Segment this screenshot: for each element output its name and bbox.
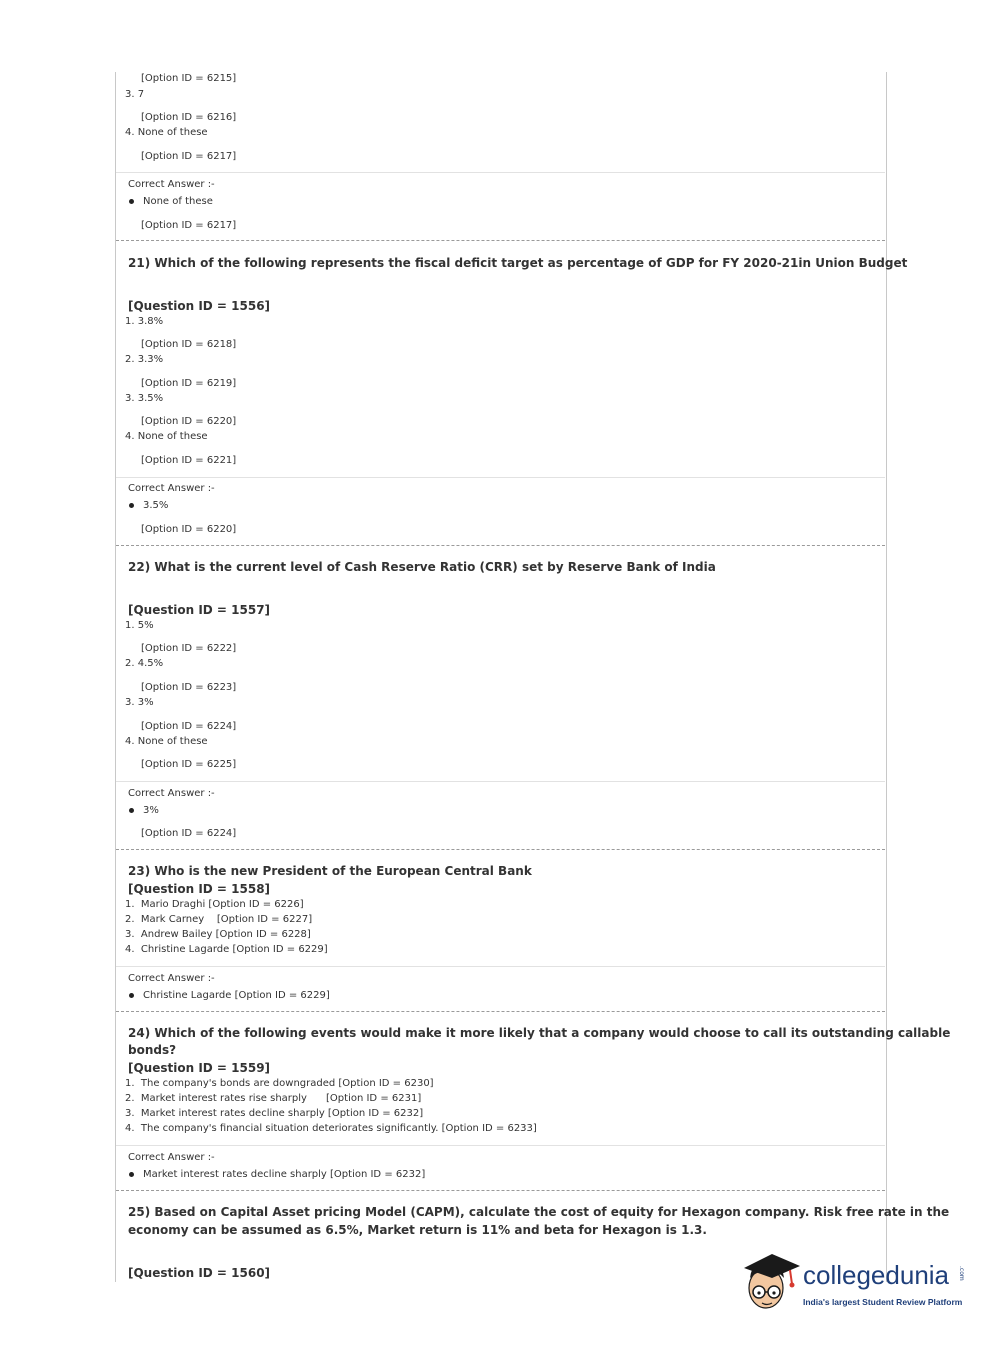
question-separator <box>116 849 885 850</box>
correct-answer-value: 3% <box>128 805 159 816</box>
option-3: 3. Market interest rates decline sharply [Option ID = 6232] <box>125 1108 424 1119</box>
option-1: 1. Mario Draghi [Option ID = 6226] <box>125 899 304 910</box>
correct-answer-label: Correct Answer :- <box>128 788 215 799</box>
question-title-line-2: bonds? <box>128 1043 177 1057</box>
question-id: [Question ID = 1560] <box>128 1266 271 1280</box>
option-2: 2. Market interest rates rise sharply [Option ID = 6231] <box>125 1093 422 1104</box>
question-title: 23) Who is the new President of the European Central Bank <box>128 864 532 878</box>
question-title: 22) What is the current level of Cash Reserve Ratio (CRR) set by Reserve Bank of India <box>128 560 716 574</box>
option-3: 3. Andrew Bailey [Option ID = 6228] <box>125 929 311 940</box>
section-divider <box>116 966 885 967</box>
correct-answer-value: Market interest rates decline sharply [Option ID = 6232] <box>128 1169 425 1180</box>
bullet-icon <box>129 503 134 508</box>
option-4: 4. None of these <box>125 736 208 747</box>
option-id: [Option ID = 6215] <box>141 73 237 84</box>
option-id: [Option ID = 6220] <box>141 416 237 427</box>
option-id: [Option ID = 6216] <box>141 112 237 123</box>
correct-answer-label: Correct Answer :- <box>128 179 215 190</box>
question-id: [Question ID = 1559] <box>128 1061 271 1075</box>
bullet-icon <box>129 808 134 813</box>
bullet-icon <box>129 993 134 998</box>
correct-answer-value: Christine Lagarde [Option ID = 6229] <box>128 990 330 1001</box>
option-2: 2. 3.3% <box>125 354 164 365</box>
option-3: 3. 3% <box>125 697 154 708</box>
question-separator <box>116 1190 885 1191</box>
question-title-line-2: economy can be assumed as 6.5%, Market return is 11% and beta for Hexagon is 1.3. <box>128 1223 707 1237</box>
brand-tagline: India's largest Student Review Platform <box>803 1297 963 1307</box>
bullet-icon <box>129 199 134 204</box>
option-2: 2. 4.5% <box>125 658 164 669</box>
question-id: [Question ID = 1556] <box>128 299 271 313</box>
question-separator <box>116 545 885 546</box>
option-id: [Option ID = 6224] <box>141 721 237 732</box>
brand-name: collegedunia <box>803 1260 950 1290</box>
section-divider <box>116 172 885 173</box>
option-4: 4. Christine Lagarde [Option ID = 6229] <box>125 944 328 955</box>
option-1: 1. 5% <box>125 620 154 631</box>
section-divider <box>116 1145 885 1146</box>
bullet-icon <box>129 1172 134 1177</box>
option-id: [Option ID = 6221] <box>141 455 237 466</box>
correct-answer-value: 3.5% <box>128 500 168 511</box>
option-4: 4. The company's financial situation deteriorates significantly. [Option ID = 6233] <box>125 1123 537 1134</box>
correct-answer-value: None of these <box>128 196 213 207</box>
question-title: 21) Which of the following represents the fiscal deficit target as percentage of GDP for FY 2020-21in Union Budget <box>128 256 908 270</box>
option-id: [Option ID = 6223] <box>141 682 237 693</box>
question-id: [Question ID = 1557] <box>128 603 271 617</box>
question-title-line-1: 25) Based on Capital Asset pricing Model (CAPM), calculate the cost of equity for Hexagon company. Risk free rate in the <box>128 1205 950 1219</box>
question-id: [Question ID = 1558] <box>128 882 271 896</box>
option-id: [Option ID = 6219] <box>141 378 237 389</box>
correct-answer-label: Correct Answer :- <box>128 973 215 984</box>
question-title-line-1: 24) Which of the following events would make it more likely that a company would choose to call its outstanding callable <box>128 1026 951 1040</box>
option-1: 1. 3.8% <box>125 316 164 327</box>
section-divider <box>116 781 885 782</box>
option-id: [Option ID = 6225] <box>141 759 237 770</box>
section-divider <box>116 477 885 478</box>
question-separator <box>116 1011 885 1012</box>
option-id: [Option ID = 6222] <box>141 643 237 654</box>
correct-answer-label: Correct Answer :- <box>128 1152 215 1163</box>
option-3: 3. 3.5% <box>125 393 164 404</box>
correct-answer-label: Correct Answer :- <box>128 483 215 494</box>
option-id: [Option ID = 6218] <box>141 339 237 350</box>
correct-answer-option-id: [Option ID = 6217] <box>141 220 237 231</box>
option-1: 1. The company's bonds are downgraded [Option ID = 6230] <box>125 1078 434 1089</box>
option-4: 4. None of these <box>125 127 208 138</box>
option-2: 2. Mark Carney [Option ID = 6227] <box>125 914 313 925</box>
option-4: 4. None of these <box>125 431 208 442</box>
question-separator <box>116 240 885 241</box>
correct-answer-option-id: [Option ID = 6224] <box>141 828 237 839</box>
option-3: 3. 7 <box>125 89 145 100</box>
brand-dotcom: .com <box>958 1266 965 1281</box>
correct-answer-option-id: [Option ID = 6220] <box>141 524 237 535</box>
option-id: [Option ID = 6217] <box>141 151 237 162</box>
